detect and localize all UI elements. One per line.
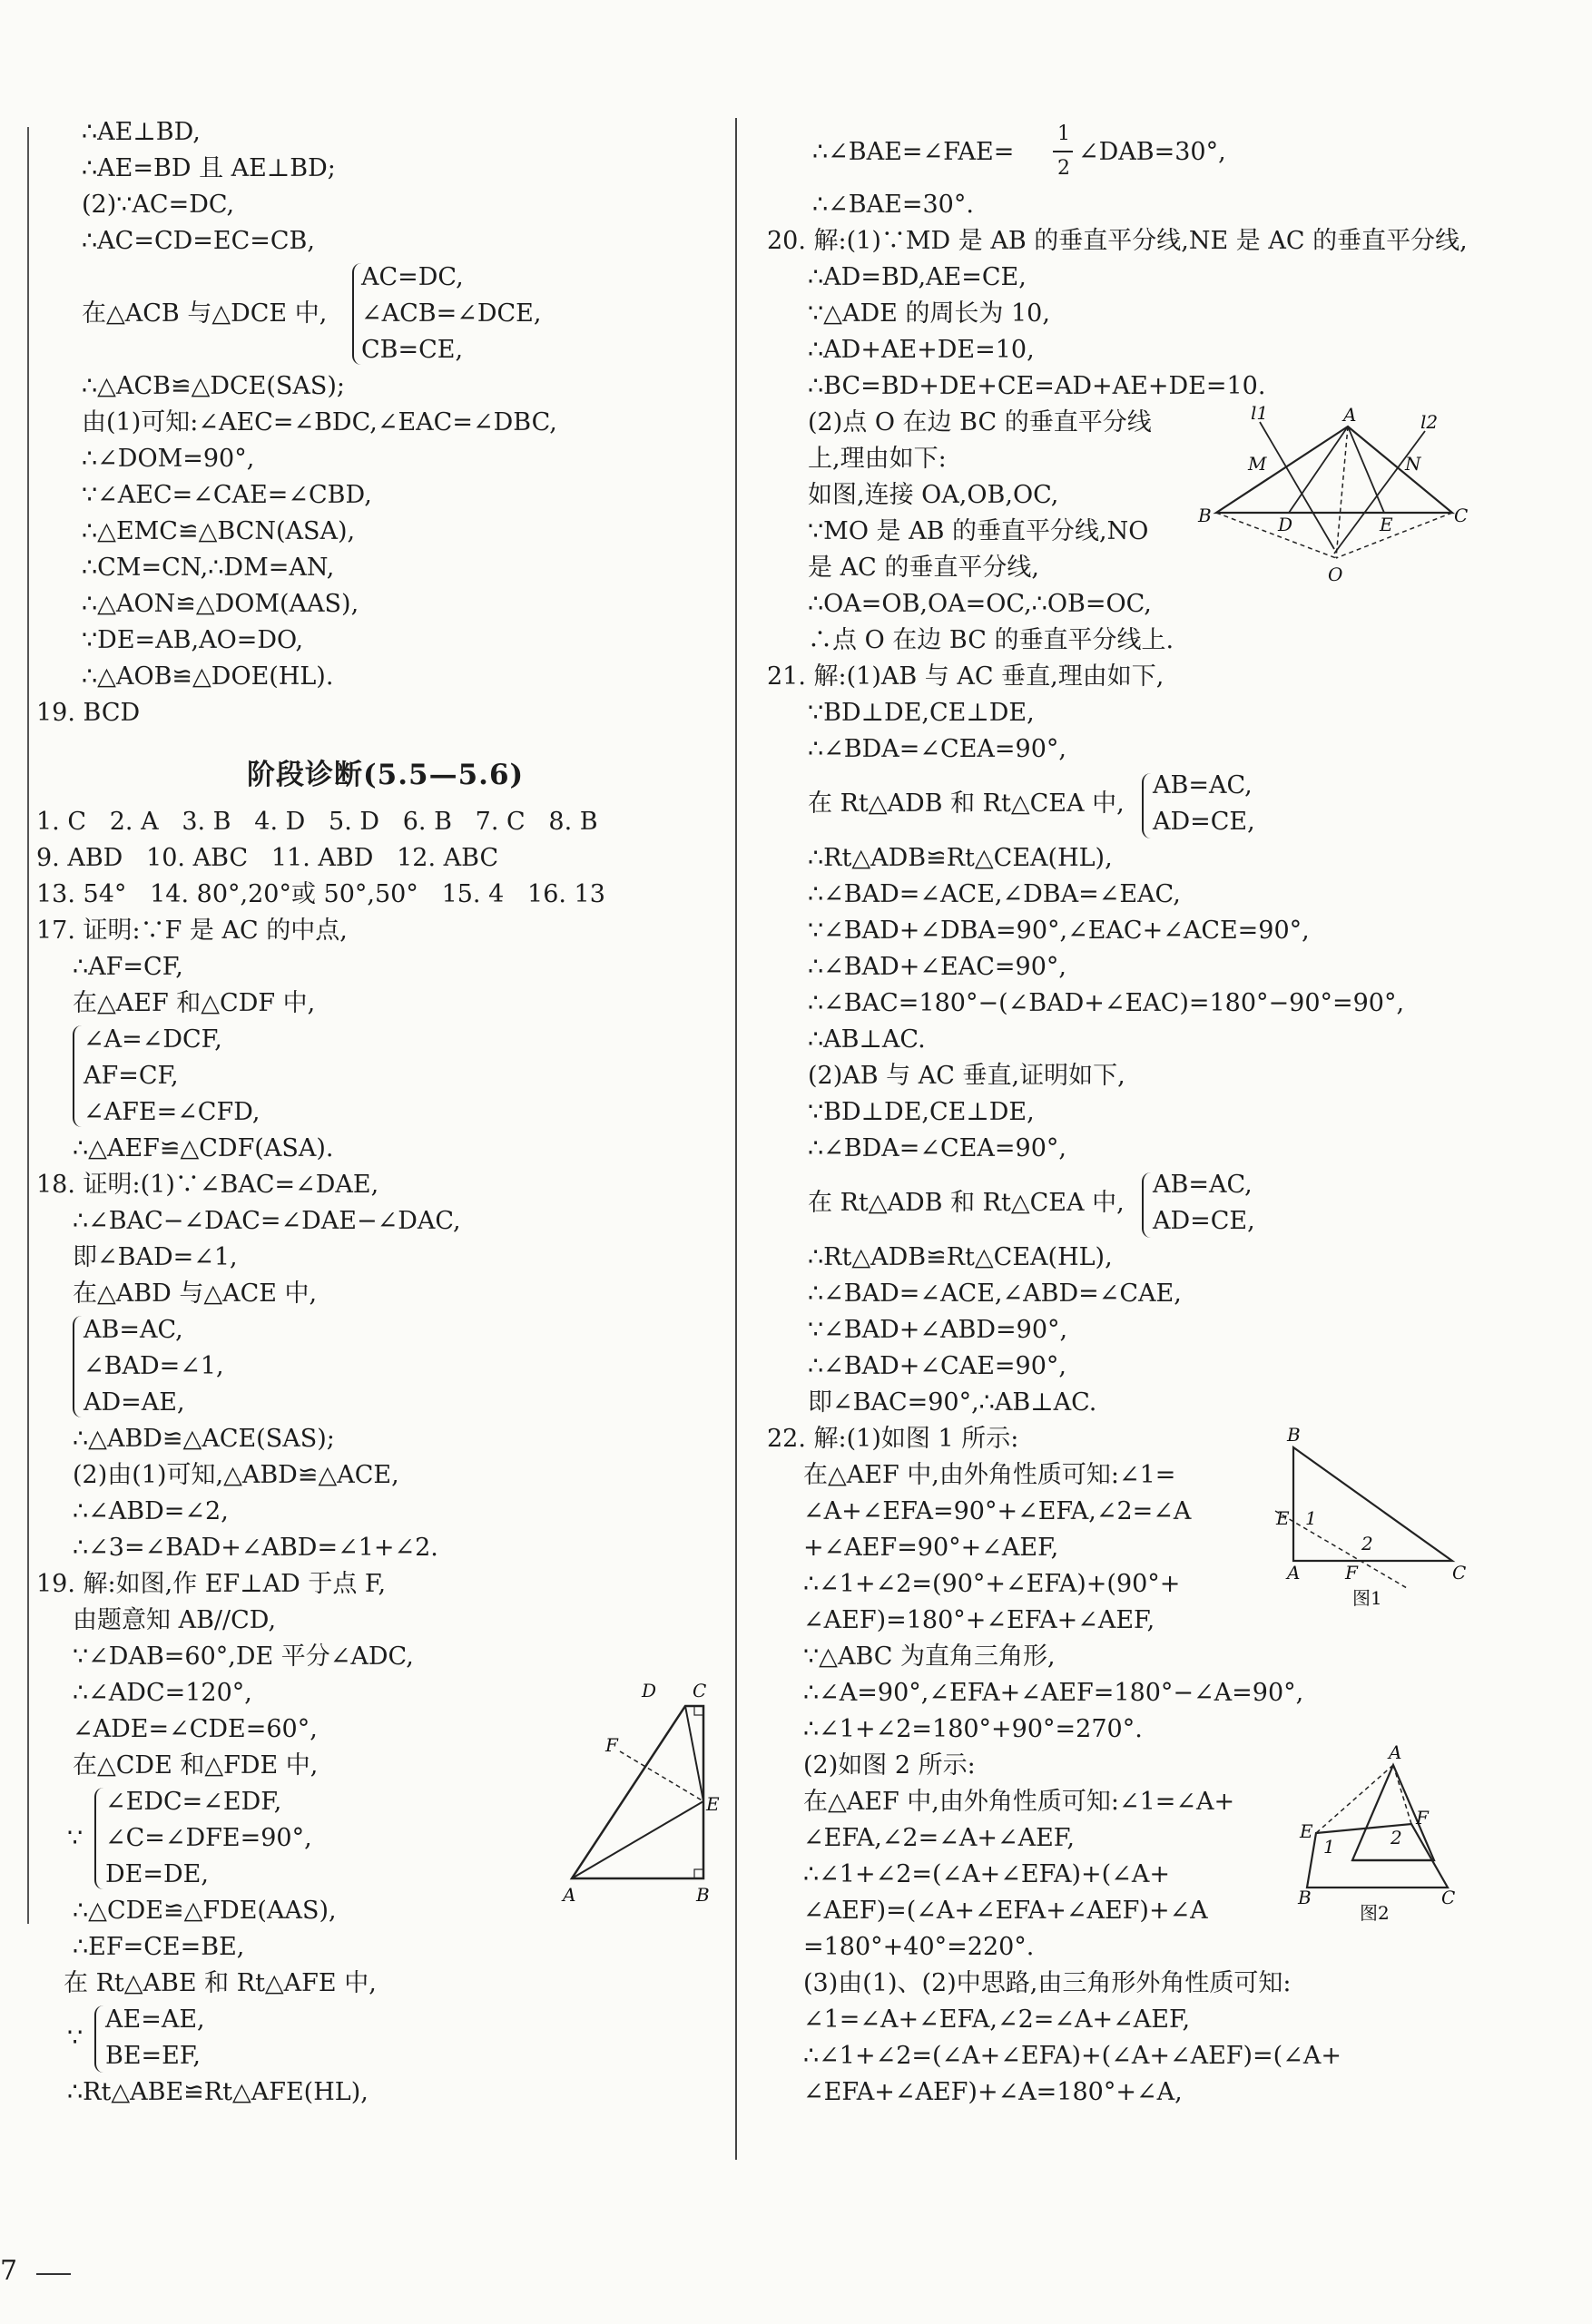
text-line: 20. 解:(1)∵MD 是 AB 的垂直平分线,NE 是 AC 的垂直平分线, — [767, 227, 1468, 255]
fig-label: C — [693, 1680, 707, 1701]
text-line: =180°+40°=220°. — [803, 1933, 1035, 1961]
text-line: ∴∠3=∠BAD+∠ABD=∠1+∠2. — [73, 1534, 438, 1562]
text-line: ∴Rt△ADB≌Rt△CEA(HL), — [808, 844, 1113, 872]
text-line: ∠AEF)=180°+∠EFA+∠AEF, — [803, 1606, 1155, 1634]
fig-label: B — [1298, 1887, 1312, 1908]
text-line: ∴∠ADC=120°, — [73, 1679, 252, 1707]
text-line: 在△ACB 与△DCE 中, — [82, 299, 328, 328]
text-line: ∴Rt△ADB≌Rt△CEA(HL), — [808, 1243, 1113, 1271]
text-line: ∴AE=BD 且 AE⊥BD; — [82, 154, 336, 182]
text-line: (2)AB 与 AC 垂直,证明如下, — [808, 1062, 1125, 1090]
text-line: ∵∠BAD+∠ABD=90°, — [808, 1316, 1068, 1344]
text-line: +∠AEF=90°+∠AEF, — [803, 1534, 1059, 1562]
text-line: ∵∠AEC=∠CAE=∠CBD, — [82, 481, 372, 509]
fig-label: C — [1452, 1562, 1467, 1584]
text-line: 在△CDE 和△FDE 中, — [73, 1751, 319, 1780]
fig-label: A — [1343, 404, 1357, 426]
text-line: ∴∠BAD=∠ACE,∠DBA=∠EAC, — [808, 880, 1181, 908]
text-line: ∴△CDE≌△FDE(AAS), — [73, 1897, 337, 1925]
fig-label: A — [1287, 1562, 1301, 1584]
text-line: ∠EFA,∠2=∠A+∠AEF, — [803, 1824, 1075, 1852]
text-line: DE=DE, — [105, 1860, 209, 1888]
text-line: ∴AB⊥AC. — [808, 1025, 926, 1054]
figure-22-2 — [1289, 1742, 1470, 1927]
text-line: ∠AFE=∠CFD, — [84, 1098, 260, 1126]
fig-label: M — [1248, 453, 1267, 475]
text-line: ∠1=∠A+∠EFA,∠2=∠A+∠AEF, — [803, 2005, 1191, 2034]
text-line: (2)由(1)可知,△ABD≌△ACE, — [73, 1461, 399, 1489]
text-line: ∴Rt△ABE≌Rt△AFE(HL), — [67, 2078, 369, 2106]
text-line: 在 Rt△ABE 和 Rt△AFE 中, — [64, 1969, 377, 1997]
fig-label: C — [1454, 505, 1469, 526]
text-line: ∵BD⊥DE,CE⊥DE, — [808, 699, 1035, 727]
text-line: AF=CF, — [84, 1062, 179, 1090]
text-line: ∴∠BAD+∠EAC=90°, — [808, 953, 1066, 981]
text-line: ∴CM=CN,∴DM=AN, — [82, 554, 335, 582]
text-line: ∵ — [67, 2024, 84, 2052]
fig-label: E — [1380, 514, 1393, 535]
text-line: ∠C=∠DFE=90°, — [105, 1824, 312, 1852]
text-line: 即∠BAD=∠1, — [73, 1243, 238, 1271]
text-line: ∠EFA+∠AEF)+∠A=180°+∠A, — [803, 2078, 1183, 2106]
text-line: ∴△ACB≌△DCE(SAS); — [82, 372, 345, 400]
fig-label: l2 — [1420, 411, 1439, 433]
text-line: ∴∠BAE=∠FAE= — [812, 138, 1015, 166]
text-line: ∴OA=OB,OA=OC,∴OB=OC, — [808, 590, 1152, 618]
text-line: ∵△ADE 的周长为 10, — [808, 299, 1050, 328]
text-line: 在△AEF 中,由外角性质可知:∠1= — [803, 1461, 1176, 1489]
answer-row: 13. 54° 14. 80°,20°或 50°,50° 15. 4 16. 13 — [36, 880, 605, 908]
text-line: ∠ADE=∠CDE=60°, — [73, 1715, 318, 1743]
text-line: 22. 解:(1)如图 1 所示: — [767, 1425, 1019, 1453]
text-line: BE=EF, — [105, 2042, 201, 2070]
text-line: ∴△ABD≌△ACE(SAS); — [73, 1425, 335, 1453]
fraction-denominator: 2 — [1057, 157, 1070, 180]
figure-caption: 图1 — [1352, 1587, 1382, 1609]
text-line: AD=CE, — [1153, 1207, 1255, 1235]
text-line: ∵∠BAD+∠DBA=90°,∠EAC+∠ACE=90°, — [808, 917, 1310, 945]
text-line: 即∠BAC=90°,∴AB⊥AC. — [808, 1388, 1097, 1417]
text-line: 上,理由如下: — [808, 445, 947, 473]
text-line: (2)∵AC=DC, — [82, 191, 235, 219]
text-line: ∴EF=CE=BE, — [73, 1933, 245, 1961]
text-line: CB=CE, — [361, 336, 464, 364]
text-line: ∴∠1+∠2=(∠A+∠EFA)+(∠A+∠AEF)=(∠A+ — [803, 2042, 1341, 2070]
fig-label: A — [563, 1884, 576, 1906]
text-line: 由(1)可知:∠AEC=∠BDC,∠EAC=∠DBC, — [82, 408, 557, 436]
text-line: ∴点 O 在边 BC 的垂直平分线上. — [808, 626, 1174, 654]
fig-label: F — [1345, 1562, 1358, 1584]
text-line: AE=AE, — [105, 2005, 205, 2034]
fig-label: D — [642, 1680, 657, 1701]
text-line: ∴∠BAD=∠ACE,∠ABD=∠CAE, — [808, 1280, 1182, 1308]
column-divider — [735, 118, 737, 2160]
text-line: AD=AE, — [84, 1388, 185, 1417]
figure-22-1 — [1271, 1425, 1479, 1610]
figure-caption: 图2 — [1360, 1902, 1390, 1924]
answer-row: 1. C 2. A 3. B 4. D 5. D 6. B 7. C 8. B — [36, 808, 598, 836]
fig-label: 1 — [1323, 1836, 1335, 1858]
text-line: ∠EDC=∠EDF, — [105, 1788, 282, 1816]
text-line: ∴∠BAD+∠CAE=90°, — [808, 1352, 1066, 1380]
page-number: 7 — [0, 2255, 18, 2287]
fig-label: O — [1328, 564, 1343, 585]
text-line: ∠BAD=∠1, — [84, 1352, 224, 1380]
text-line: ∴AD=BD,AE=CE, — [808, 263, 1027, 291]
text-line: ∠A=∠DCF, — [84, 1025, 222, 1054]
answer-row: 9. ABD 10. ABC 11. ABD 12. ABC — [36, 844, 499, 872]
text-line: ∴△AEF≌△CDF(ASA). — [73, 1134, 334, 1162]
text-line: 是 AC 的垂直平分线, — [808, 554, 1039, 582]
text-line: 在 Rt△ADB 和 Rt△CEA 中, — [808, 1189, 1125, 1217]
text-line: 如图,连接 OA,OB,OC, — [808, 481, 1059, 509]
left-margin-rule — [27, 127, 29, 1924]
page-number-dash — [36, 2273, 71, 2275]
text-line: (2)如图 2 所示: — [803, 1751, 976, 1780]
text-line: ∴AD+AE+DE=10, — [808, 336, 1035, 364]
text-line: ∴∠ABD=∠2, — [73, 1497, 229, 1525]
fig-label: l1 — [1251, 402, 1269, 424]
fig-label: B — [1287, 1424, 1301, 1446]
fig-label: F — [605, 1734, 618, 1756]
fig-label: F — [1416, 1807, 1429, 1829]
text-line: 在△AEF 和△CDF 中, — [73, 989, 316, 1017]
text-line: 由题意知 AB//CD, — [73, 1606, 277, 1634]
text-line: ∴∠BAC=180°−(∠BAD+∠EAC)=180°−90°=90°, — [808, 989, 1405, 1017]
text-line: ∵△ABC 为直角三角形, — [803, 1642, 1056, 1671]
text-line: AB=AC, — [84, 1316, 183, 1344]
figure-19-trapezoid — [558, 1679, 722, 1906]
text-line: ∴△AON≌△DOM(AAS), — [82, 590, 359, 618]
text-line: 在△ABD 与△ACE 中, — [73, 1280, 318, 1308]
fig-label: 2 — [1391, 1827, 1402, 1848]
text-line: 在 Rt△ADB 和 Rt△CEA 中, — [808, 789, 1125, 818]
text-line: ∠DAB=30°, — [1078, 138, 1226, 166]
text-line: ∴∠1+∠2=(∠A+∠EFA)+(∠A+ — [803, 1860, 1170, 1888]
text-line: ∴∠BAC−∠DAC=∠DAE−∠DAC, — [73, 1207, 461, 1235]
text-line: ∵ — [67, 1824, 84, 1852]
text-line: AD=CE, — [1153, 808, 1255, 836]
text-line: ∴∠BAE=30°. — [812, 191, 974, 219]
fig-label: B — [1198, 505, 1212, 526]
fig-label: D — [1278, 514, 1293, 535]
fraction-numerator: 1 — [1057, 123, 1070, 145]
text-line: ∵BD⊥DE,CE⊥DE, — [808, 1098, 1035, 1126]
text-line: ∴∠DOM=90°, — [82, 445, 255, 473]
fig-label: E — [706, 1793, 720, 1815]
text-line: 21. 解:(1)AB 与 AC 垂直,理由如下, — [767, 662, 1165, 691]
text-line: ∠A+∠EFA=90°+∠EFA,∠2=∠A — [803, 1497, 1192, 1525]
fig-label: E — [1300, 1820, 1313, 1842]
section-title: 阶段诊断(5.5—5.6) — [247, 759, 525, 791]
text-line: ∴△EMC≌△BCN(ASA), — [82, 517, 356, 545]
text-line: ∴AE⊥BD, — [82, 118, 201, 146]
text-line: ∴∠BDA=∠CEA=90°, — [808, 735, 1066, 763]
text-line: ∵DE=AB,AO=DO, — [82, 626, 304, 654]
fig-label: 2 — [1361, 1533, 1373, 1554]
figure-20-triangle — [1198, 402, 1470, 593]
text-line: ∴∠BDA=∠CEA=90°, — [808, 1134, 1066, 1162]
text-line: ∴∠1+∠2=(90°+∠EFA)+(90°+ — [803, 1570, 1181, 1598]
fig-label: 1 — [1305, 1507, 1317, 1529]
text-line: ∠ACB=∠DCE, — [361, 299, 542, 328]
text-line: 19. 解:如图,作 EF⊥AD 于点 F, — [36, 1570, 387, 1598]
fig-label: N — [1405, 453, 1421, 475]
text-line: ∴AC=CD=EC=CB, — [82, 227, 315, 255]
text-line: 18. 证明:(1)∵∠BAC=∠DAE, — [36, 1171, 379, 1199]
text-line: ∴△AOB≌△DOE(HL). — [82, 662, 334, 691]
fig-label: C — [1441, 1887, 1456, 1908]
text-line: (2)点 O 在边 BC 的垂直平分线 — [808, 408, 1152, 436]
text-line: ∴AF=CF, — [73, 953, 183, 981]
text-line: 19. BCD — [36, 699, 141, 727]
text-line: (3)由(1)、(2)中思路,由三角形外角性质可知: — [803, 1969, 1292, 1997]
text-line: ∵∠DAB=60°,DE 平分∠ADC, — [73, 1642, 414, 1671]
text-line: 在△AEF 中,由外角性质可知:∠1=∠A+ — [803, 1788, 1235, 1816]
text-line: ∠AEF)=(∠A+∠EFA+∠AEF)+∠A — [803, 1897, 1208, 1925]
text-line: AC=DC, — [361, 263, 464, 291]
text-line: ∴∠A=90°,∠EFA+∠AEF=180°−∠A=90°, — [803, 1679, 1304, 1707]
text-line: ∴∠1+∠2=180°+90°=270°. — [803, 1715, 1143, 1743]
text-line: ∴BC=BD+DE+CE=AD+AE+DE=10. — [808, 372, 1266, 400]
text-line: AB=AC, — [1153, 1171, 1253, 1199]
fig-label: E — [1276, 1507, 1290, 1529]
text-line: ∵MO 是 AB 的垂直平分线,NO — [808, 517, 1149, 545]
fig-label: A — [1389, 1741, 1402, 1763]
fig-label: B — [696, 1884, 710, 1906]
text-line: AB=AC, — [1153, 771, 1253, 799]
text-line: 17. 证明:∵F 是 AC 的中点, — [36, 917, 348, 945]
